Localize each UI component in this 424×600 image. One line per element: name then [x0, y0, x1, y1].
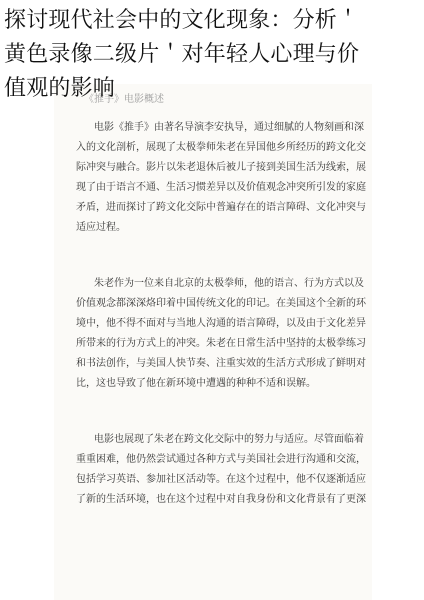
paragraph-line: 包括学习英语、参加社区活动等。在这个过程中，他不仅逐渐适应: [76, 474, 366, 485]
article-title: [4, 4, 422, 106]
title-line-2: 黄色录像二级片＇对年轻人心理与价: [4, 42, 360, 67]
paragraph-line: 重重困难，他仍然尝试通过各种方式与美国社会进行沟通和交流，: [76, 454, 366, 465]
paragraph-2: [76, 274, 366, 394]
paragraph-line: 朱老作为一位来自北京的太极拳师，他的语言、行为方式以及: [94, 278, 364, 289]
paragraph-3: [76, 430, 366, 510]
paragraph-line: 适应过程。: [76, 222, 126, 233]
document-image: [54, 84, 372, 600]
paragraph-line: 比，这也导致了他在新环境中遭遇的种种不适和误解。: [76, 378, 316, 389]
paragraph-line: 境中，他不得不面对与当地人沟通的语言障碍，以及由于文化差异: [76, 318, 366, 329]
document-heading: 《推手》电影概述: [84, 94, 164, 105]
paragraph-1: [76, 118, 366, 238]
paragraph-line: 入的文化剖析，展现了太极拳师朱老在异国他乡所经历的跨文化交: [76, 142, 366, 153]
paragraph-line: 电影也展现了朱老在跨文化交际中的努力与适应。尽管面临着: [94, 434, 364, 445]
paragraph-line: 电影《推手》由著名导演李安执导，通过细腻的人物刻画和深: [94, 122, 364, 133]
title-line-3: 值观的影响: [4, 76, 116, 101]
paragraph-line: 所带来的行为方式上的冲突。朱老在日常生活中坚持的太极拳练习: [76, 338, 366, 349]
paragraph-line: 了新的生活环境，也在这个过程中对自我身份和文化背景有了更深: [76, 494, 366, 505]
title-line-1: 探讨现代社会中的文化现象：分析＇: [4, 8, 360, 33]
paragraph-line: 际冲突与融合。影片以朱老退休后被儿子接到美国生活为线索，展: [76, 162, 366, 173]
paragraph-line: 和书法创作，与美国人快节奏、注重实效的生活方式形成了鲜明对: [76, 358, 366, 369]
paragraph-line: 现了由于语言不通、生活习惯差异以及价值观念冲突所引发的家庭: [76, 182, 366, 193]
paragraph-line: 矛盾，进而探讨了跨文化交际中普遍存在的语言障碍、文化冲突与: [76, 202, 366, 213]
paragraph-line: 价值观念都深深烙印着中国传统文化的印记。在美国这个全新的环: [76, 298, 366, 309]
